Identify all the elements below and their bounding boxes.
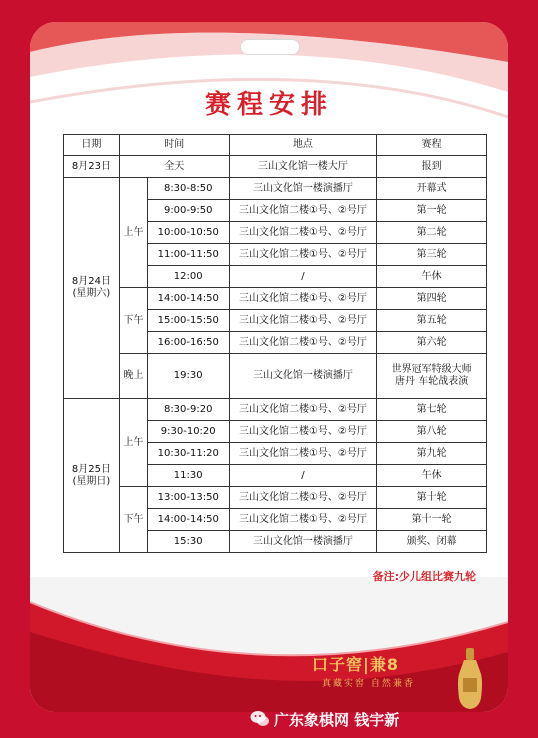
event-cell: 第四轮 [377, 288, 487, 310]
header-venue: 地点 [229, 135, 377, 156]
event-cell [377, 354, 487, 399]
date-cell: 8月23日 [64, 156, 120, 178]
page-title: 赛程安排 [204, 90, 333, 120]
event-cell: 第一轮 [377, 200, 487, 222]
event-cell: 第六轮 [377, 332, 487, 354]
event-cell: 报到 [377, 156, 487, 178]
period-cell: 晚上 [119, 354, 147, 399]
time-cell: 10:00-10:50 [147, 222, 229, 244]
event-line: 世界冠军特级大师 [391, 364, 472, 375]
badge-hanging-slot [240, 39, 300, 55]
time-cell: 14:00-14:50 [147, 288, 229, 310]
time-cell: 9:00-9:50 [147, 200, 229, 222]
event-cell: 第十轮 [377, 487, 487, 509]
event-cell: 午休 [377, 465, 487, 487]
venue-cell: 三山文化馆二楼①号、②号厅 [229, 443, 377, 465]
event-cell: 颁奖、闭幕 [377, 531, 487, 553]
venue-cell: / [229, 266, 377, 288]
table-row [64, 399, 487, 421]
time-cell: 全天 [119, 156, 229, 178]
venue-cell: / [229, 465, 377, 487]
venue-cell: 三山文化馆一楼演播厅 [229, 178, 377, 200]
event-cell: 第七轮 [377, 399, 487, 421]
table-header-row [64, 135, 487, 156]
date-line: 8月24日 [71, 276, 111, 287]
date-line: 8月25日 [71, 463, 111, 475]
header-time: 时间 [119, 135, 229, 156]
event-line: 唐丹 车轮战表演 [395, 376, 469, 387]
sponsor-slogan: 真藏实窖 自然兼香 [322, 679, 415, 689]
event-cell: 第二轮 [377, 222, 487, 244]
period-cell: 上午 [119, 399, 147, 487]
table-row [64, 178, 487, 200]
venue-cell: 三山文化馆二楼①号、②号厅 [229, 310, 377, 332]
liquor-bottle-icon [455, 648, 485, 710]
date-cell [64, 178, 120, 399]
time-cell: 11:30 [147, 465, 229, 487]
weekday-line: (星期日) [72, 475, 111, 487]
venue-cell: 三山文化馆二楼①号、②号厅 [229, 487, 377, 509]
time-cell: 15:00-15:50 [147, 310, 229, 332]
watermark-text: 广东象棋网 钱宇新 [274, 711, 400, 729]
period-cell: 上午 [119, 178, 147, 288]
time-cell: 19:30 [147, 354, 229, 399]
header-event: 赛程 [377, 135, 487, 156]
event-cell: 第三轮 [377, 244, 487, 266]
header-date: 日期 [64, 135, 120, 156]
venue-cell: 三山文化馆一楼演播厅 [229, 354, 377, 399]
event-cell: 第五轮 [377, 310, 487, 332]
time-cell: 15:30 [147, 531, 229, 553]
time-cell: 11:00-11:50 [147, 244, 229, 266]
time-cell: 16:00-16:50 [147, 332, 229, 354]
table-row [64, 288, 487, 310]
date-cell [64, 399, 120, 553]
venue-cell: 三山文化馆二楼①号、②号厅 [229, 332, 377, 354]
time-cell: 8:30-8:50 [147, 178, 229, 200]
period-cell: 下午 [119, 288, 147, 354]
table-row [64, 354, 487, 399]
period-cell: 下午 [119, 487, 147, 553]
event-cell: 第八轮 [377, 421, 487, 443]
time-cell: 14:00-14:50 [147, 509, 229, 531]
schedule-table [63, 134, 487, 553]
time-cell: 9:30-10:20 [147, 421, 229, 443]
sponsor-brand: 口子窖|兼8 [312, 655, 399, 674]
time-cell: 13:00-13:50 [147, 487, 229, 509]
venue-cell: 三山文化馆二楼①号、②号厅 [229, 421, 377, 443]
venue-cell: 三山文化馆二楼①号、②号厅 [229, 509, 377, 531]
venue-cell: 三山文化馆一楼演播厅 [229, 531, 377, 553]
time-cell: 10:30-11:20 [147, 443, 229, 465]
event-cell: 午休 [377, 266, 487, 288]
red-floor-decoration [30, 562, 508, 712]
venue-cell: 三山文化馆二楼①号、②号厅 [229, 288, 377, 310]
time-cell: 8:30-9:20 [147, 399, 229, 421]
venue-cell: 三山文化馆二楼①号、②号厅 [229, 200, 377, 222]
table-row [64, 156, 487, 178]
table-row [64, 487, 487, 509]
venue-cell: 三山文化馆一楼大厅 [229, 156, 377, 178]
venue-cell: 三山文化馆二楼①号、②号厅 [229, 399, 377, 421]
wechat-icon [250, 710, 270, 727]
event-cell: 开幕式 [377, 178, 487, 200]
weekday-line: (星期六) [72, 288, 111, 299]
schedule-note: 备注:少儿组比赛九轮 [372, 570, 476, 583]
event-cell: 第九轮 [377, 443, 487, 465]
venue-cell: 三山文化馆二楼①号、②号厅 [229, 222, 377, 244]
event-cell: 第十一轮 [377, 509, 487, 531]
venue-cell: 三山文化馆二楼①号、②号厅 [229, 244, 377, 266]
time-cell: 12:00 [147, 266, 229, 288]
